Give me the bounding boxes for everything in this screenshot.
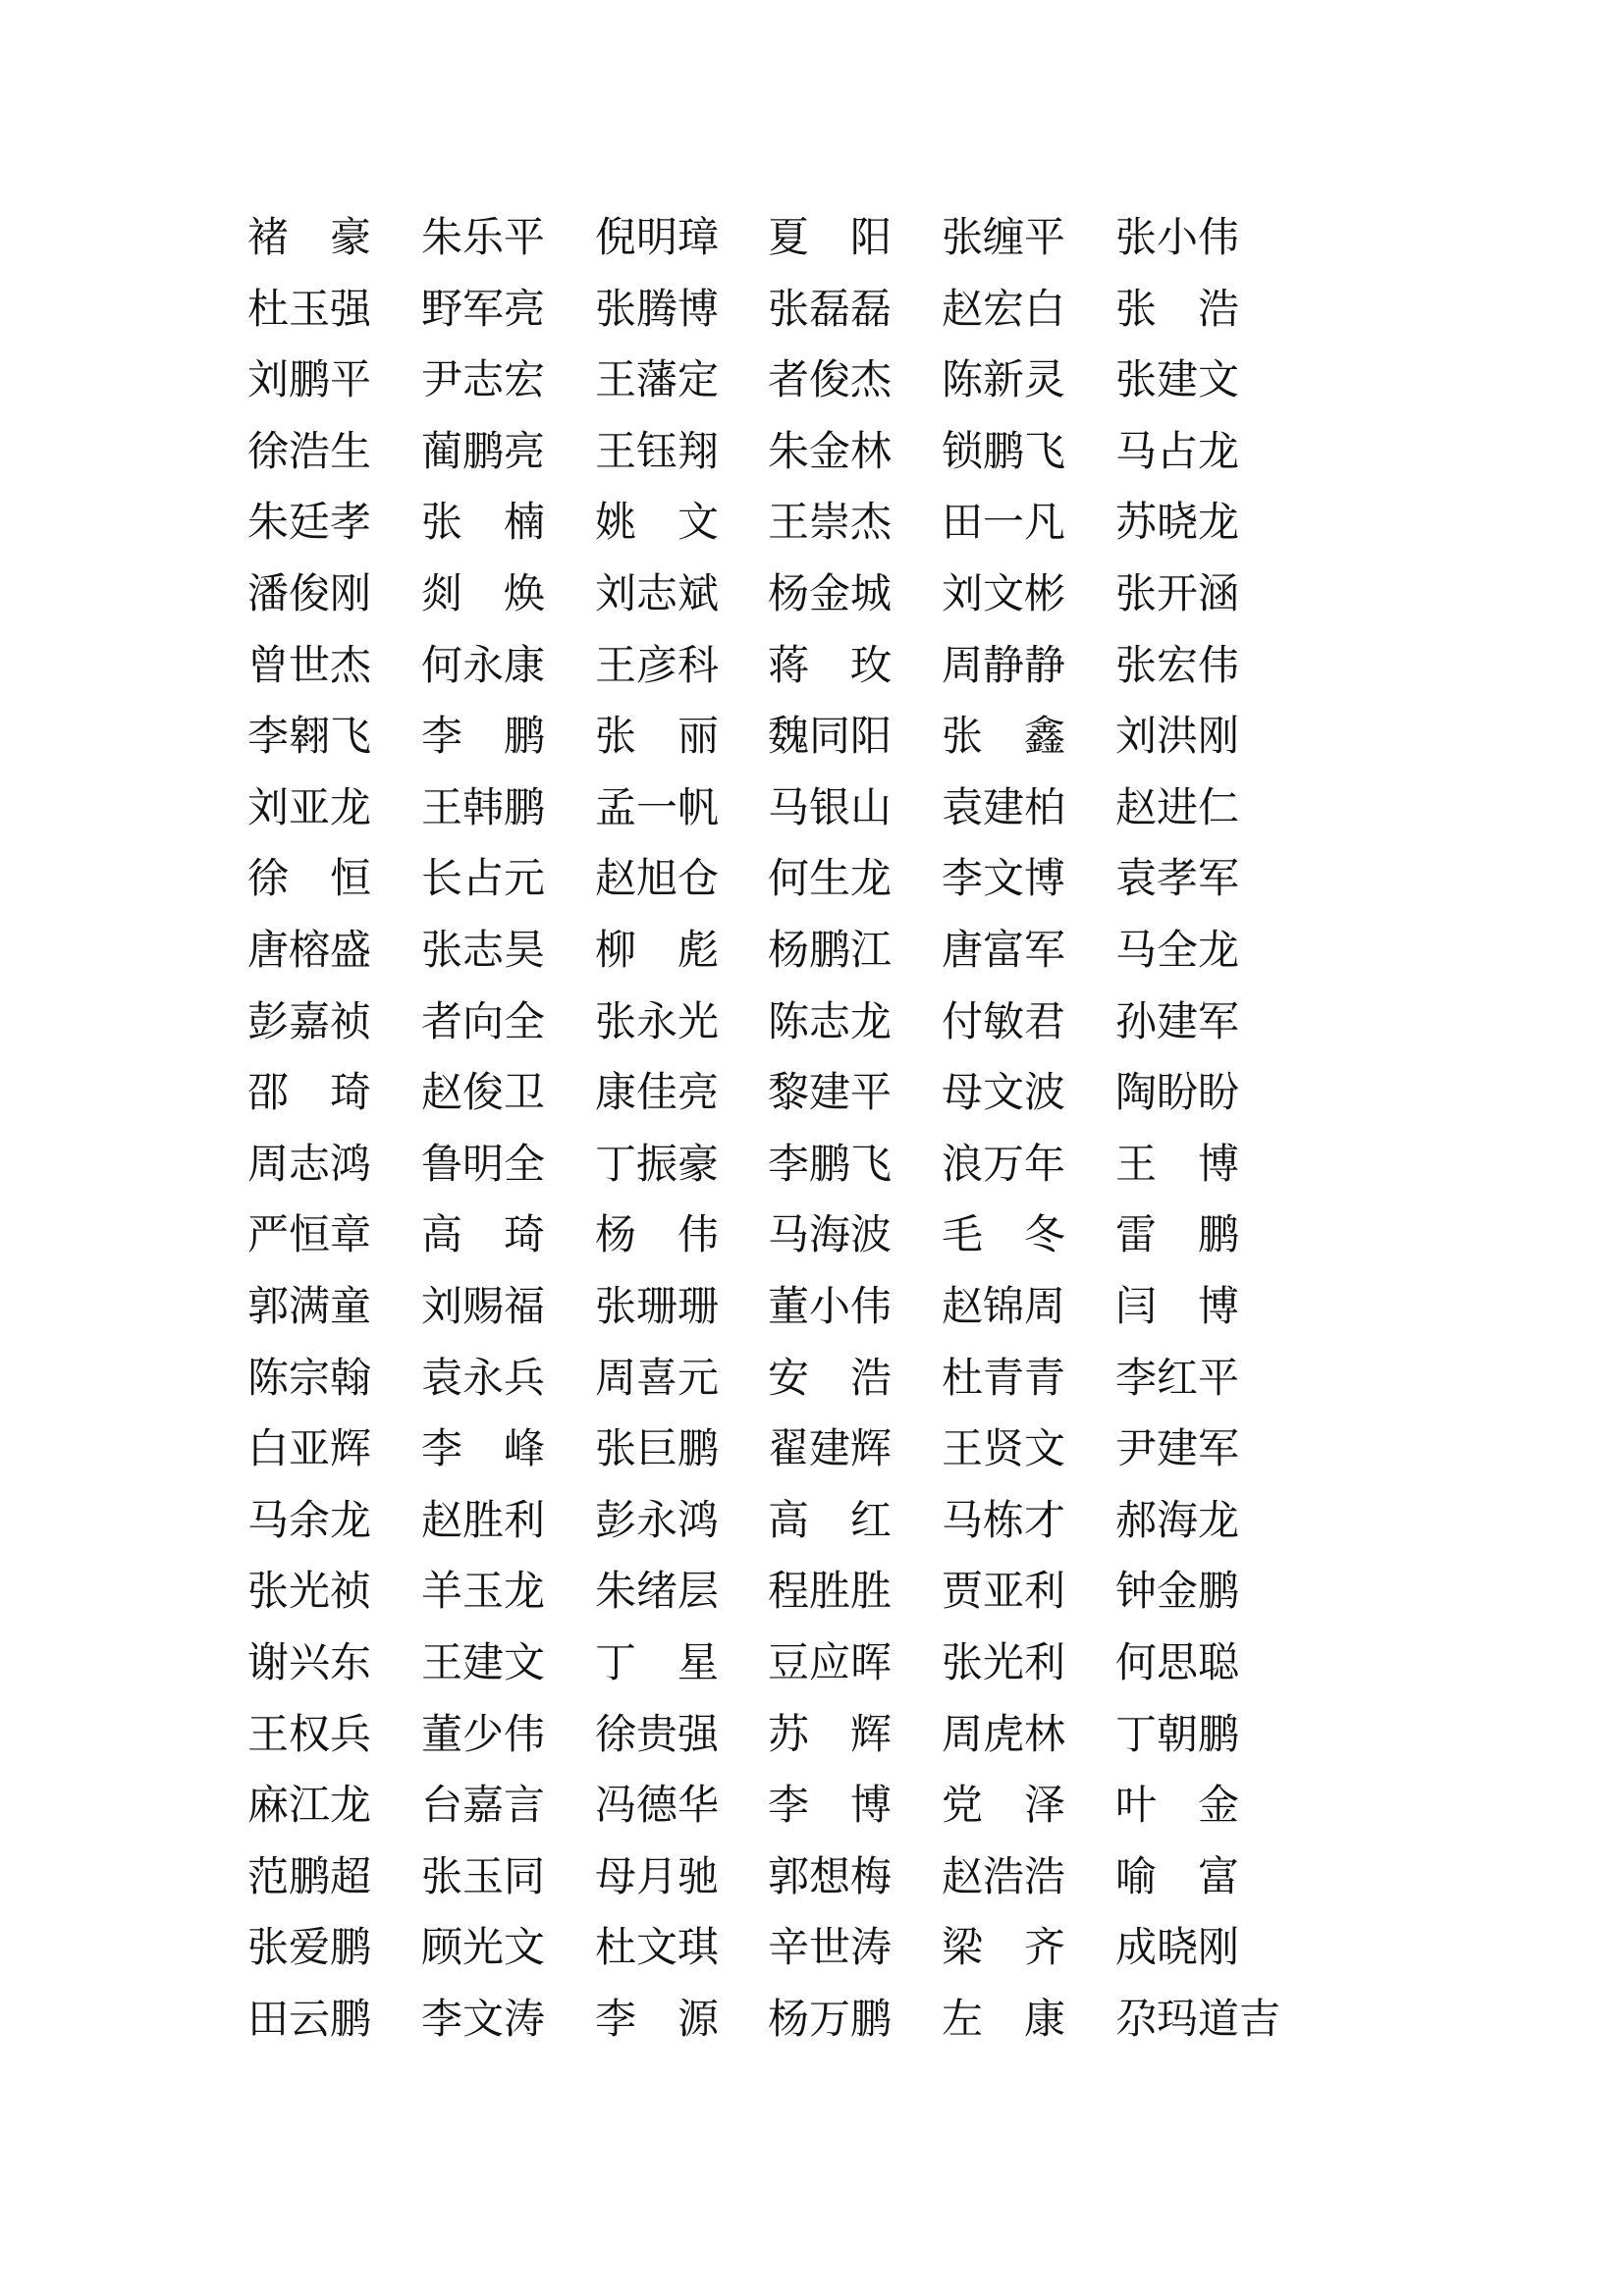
person-name: 郝海龙 — [1115, 1495, 1240, 1544]
person-name: 周喜元 — [595, 1353, 720, 1402]
person-name: 严恒章 — [247, 1210, 372, 1259]
person-name: 高 琦 — [421, 1210, 546, 1259]
person-name: 袁建柏 — [942, 782, 1066, 831]
person-name: 野军亮 — [421, 284, 546, 333]
person-name: 曾世杰 — [247, 640, 372, 689]
person-name: 锁鹏飞 — [942, 426, 1066, 475]
person-name: 张 丽 — [595, 712, 720, 761]
person-name: 张磊磊 — [768, 284, 893, 333]
person-name: 李 源 — [595, 1995, 720, 2043]
person-name: 张永光 — [595, 996, 720, 1045]
person-name: 袁孝军 — [1115, 854, 1240, 903]
person-name: 杜青青 — [942, 1353, 1066, 1402]
person-name: 何永康 — [421, 640, 546, 689]
person-name: 赵胜利 — [421, 1495, 546, 1544]
person-name: 张珊珊 — [595, 1282, 720, 1330]
person-name: 马全龙 — [1115, 926, 1240, 974]
person-name: 剡 焕 — [421, 569, 546, 617]
person-name: 刘赐福 — [421, 1282, 546, 1330]
person-name: 柳 彪 — [595, 926, 720, 974]
person-name: 王彦科 — [595, 640, 720, 689]
person-name: 朱乐平 — [421, 213, 546, 261]
person-name: 张 浩 — [1115, 284, 1240, 333]
person-name: 叶 金 — [1115, 1781, 1240, 1830]
person-name: 安 浩 — [768, 1353, 893, 1402]
person-name: 朱廷孝 — [247, 498, 372, 547]
person-name: 母月驰 — [595, 1851, 720, 1900]
person-name: 喻 富 — [1115, 1851, 1240, 1900]
person-name: 马海波 — [768, 1210, 893, 1259]
person-name: 羊玉龙 — [421, 1567, 546, 1616]
person-name: 杨金城 — [768, 569, 893, 617]
person-name: 张光利 — [942, 1638, 1066, 1686]
person-name: 彭嘉祯 — [247, 996, 372, 1045]
person-name: 李 博 — [768, 1781, 893, 1830]
person-name: 彭永鸿 — [595, 1495, 720, 1544]
person-name: 唐富军 — [942, 926, 1066, 974]
person-name: 王崇杰 — [768, 498, 893, 547]
person-name: 丁振豪 — [595, 1139, 720, 1188]
person-name: 田一凡 — [942, 498, 1066, 547]
person-name: 孟一帆 — [595, 782, 720, 831]
person-name: 朱绪层 — [595, 1567, 720, 1616]
person-name: 翟建辉 — [768, 1424, 893, 1473]
person-name: 蔺鹏亮 — [421, 426, 546, 475]
person-name: 陈志龙 — [768, 996, 893, 1045]
person-name: 赵俊卫 — [421, 1068, 546, 1117]
person-name: 唐榕盛 — [247, 926, 372, 974]
person-name: 赵锦周 — [942, 1282, 1066, 1330]
person-name: 张建文 — [1115, 355, 1240, 404]
person-name: 王贤文 — [942, 1424, 1066, 1473]
person-name: 张志昊 — [421, 926, 546, 974]
person-name: 者俊杰 — [768, 355, 893, 404]
person-name: 王 博 — [1115, 1139, 1240, 1188]
person-name: 者向全 — [421, 996, 546, 1045]
person-name: 夏 阳 — [768, 213, 893, 261]
person-name: 康佳亮 — [595, 1068, 720, 1117]
person-name: 王藩定 — [595, 355, 720, 404]
person-name: 黎建平 — [768, 1068, 893, 1117]
person-name: 张腾博 — [595, 284, 720, 333]
person-name: 赵宏白 — [942, 284, 1066, 333]
person-name: 何生龙 — [768, 854, 893, 903]
person-name: 张缠平 — [942, 213, 1066, 261]
person-name: 王钰翔 — [595, 426, 720, 475]
person-name: 潘俊刚 — [247, 569, 372, 617]
person-name: 何思聪 — [1115, 1638, 1240, 1686]
person-name: 雷 鹏 — [1115, 1210, 1240, 1259]
person-name: 高 红 — [768, 1495, 893, 1544]
person-name: 浪万年 — [942, 1139, 1066, 1188]
person-name: 张 楠 — [421, 498, 546, 547]
person-name: 苏 辉 — [768, 1709, 893, 1758]
person-name: 冯德华 — [595, 1781, 720, 1830]
person-name: 陈宗翰 — [247, 1353, 372, 1402]
person-name: 麻江龙 — [247, 1781, 372, 1830]
person-name: 蒋 玫 — [768, 640, 893, 689]
person-name: 豆应晖 — [768, 1638, 893, 1686]
person-name: 陈新灵 — [942, 355, 1066, 404]
person-name: 顾光文 — [421, 1923, 546, 1972]
person-name: 刘洪刚 — [1115, 712, 1240, 761]
person-name: 张小伟 — [1115, 213, 1240, 261]
person-name: 周虎林 — [942, 1709, 1066, 1758]
person-name: 李 峰 — [421, 1424, 546, 1473]
person-name: 赵旭仓 — [595, 854, 720, 903]
person-name: 张玉同 — [421, 1851, 546, 1900]
person-name: 贾亚利 — [942, 1567, 1066, 1616]
person-name: 白亚辉 — [247, 1424, 372, 1473]
person-name: 左 康 — [942, 1995, 1066, 2043]
person-name: 董小伟 — [768, 1282, 893, 1330]
person-name: 党 泽 — [942, 1781, 1066, 1830]
person-name: 杜文琪 — [595, 1923, 720, 1972]
person-name: 母文波 — [942, 1068, 1066, 1117]
person-name: 魏同阳 — [768, 712, 893, 761]
person-name: 袁永兵 — [421, 1353, 546, 1402]
person-name: 马银山 — [768, 782, 893, 831]
person-name: 朱金林 — [768, 426, 893, 475]
person-name: 王权兵 — [247, 1709, 372, 1758]
person-name: 李红平 — [1115, 1353, 1240, 1402]
person-name: 周静静 — [942, 640, 1066, 689]
person-name: 郭满童 — [247, 1282, 372, 1330]
person-name: 徐 恒 — [247, 854, 372, 903]
person-name: 王建文 — [421, 1638, 546, 1686]
person-name: 张开涵 — [1115, 569, 1240, 617]
person-name: 杨万鹏 — [768, 1995, 893, 2043]
person-name: 郭想梅 — [768, 1851, 893, 1900]
person-name: 张宏伟 — [1115, 640, 1240, 689]
person-name: 马余龙 — [247, 1495, 372, 1544]
person-name: 长占元 — [421, 854, 546, 903]
person-name: 台嘉言 — [421, 1781, 546, 1830]
person-name: 李鹏飞 — [768, 1139, 893, 1188]
person-name: 杨 伟 — [595, 1210, 720, 1259]
person-name: 王韩鹏 — [421, 782, 546, 831]
person-name: 谢兴东 — [247, 1638, 372, 1686]
person-name: 陶盼盼 — [1115, 1068, 1240, 1117]
person-name: 刘志斌 — [595, 569, 720, 617]
person-name: 赵进仁 — [1115, 782, 1240, 831]
person-name: 邵 琦 — [247, 1068, 372, 1117]
person-name: 张巨鹏 — [595, 1424, 720, 1473]
person-name: 李文博 — [942, 854, 1066, 903]
person-name: 成晓刚 — [1115, 1923, 1240, 1972]
person-name: 丁朝鹏 — [1115, 1709, 1240, 1758]
person-name: 范鹏超 — [247, 1851, 372, 1900]
person-name: 程胜胜 — [768, 1567, 893, 1616]
person-name: 褚 豪 — [247, 213, 372, 261]
person-name: 徐浩生 — [247, 426, 372, 475]
person-name: 倪明璋 — [595, 213, 720, 261]
person-name: 钟金鹏 — [1115, 1567, 1240, 1616]
person-name: 张光祯 — [247, 1567, 372, 1616]
person-name: 刘亚龙 — [247, 782, 372, 831]
person-name: 周志鸿 — [247, 1139, 372, 1188]
person-name: 马栋才 — [942, 1495, 1066, 1544]
person-name: 丁 星 — [595, 1638, 720, 1686]
person-name: 李文涛 — [421, 1995, 546, 2043]
person-name: 赵浩浩 — [942, 1851, 1066, 1900]
person-name: 马占龙 — [1115, 426, 1240, 475]
person-name: 杨鹏江 — [768, 926, 893, 974]
person-name: 李翱飞 — [247, 712, 372, 761]
person-name: 刘鹏平 — [247, 355, 372, 404]
person-name: 杜玉强 — [247, 284, 372, 333]
person-name: 尹志宏 — [421, 355, 546, 404]
person-name: 张爱鹏 — [247, 1923, 372, 1972]
person-name: 尕玛道吉 — [1115, 1995, 1281, 2043]
person-name: 辛世涛 — [768, 1923, 893, 1972]
person-name: 梁 齐 — [942, 1923, 1066, 1972]
person-name: 孙建军 — [1115, 996, 1240, 1045]
person-name: 董少伟 — [421, 1709, 546, 1758]
person-name: 徐贵强 — [595, 1709, 720, 1758]
person-name: 张 鑫 — [942, 712, 1066, 761]
person-name: 刘文彬 — [942, 569, 1066, 617]
person-name: 尹建军 — [1115, 1424, 1240, 1473]
person-name: 李 鹏 — [421, 712, 546, 761]
person-name: 田云鹏 — [247, 1995, 372, 2043]
person-name: 鲁明全 — [421, 1139, 546, 1188]
person-name: 闫 博 — [1115, 1282, 1240, 1330]
person-name: 付敏君 — [942, 996, 1066, 1045]
person-name: 毛 冬 — [942, 1210, 1066, 1259]
person-name: 姚 文 — [595, 498, 720, 547]
person-name: 苏晓龙 — [1115, 498, 1240, 547]
